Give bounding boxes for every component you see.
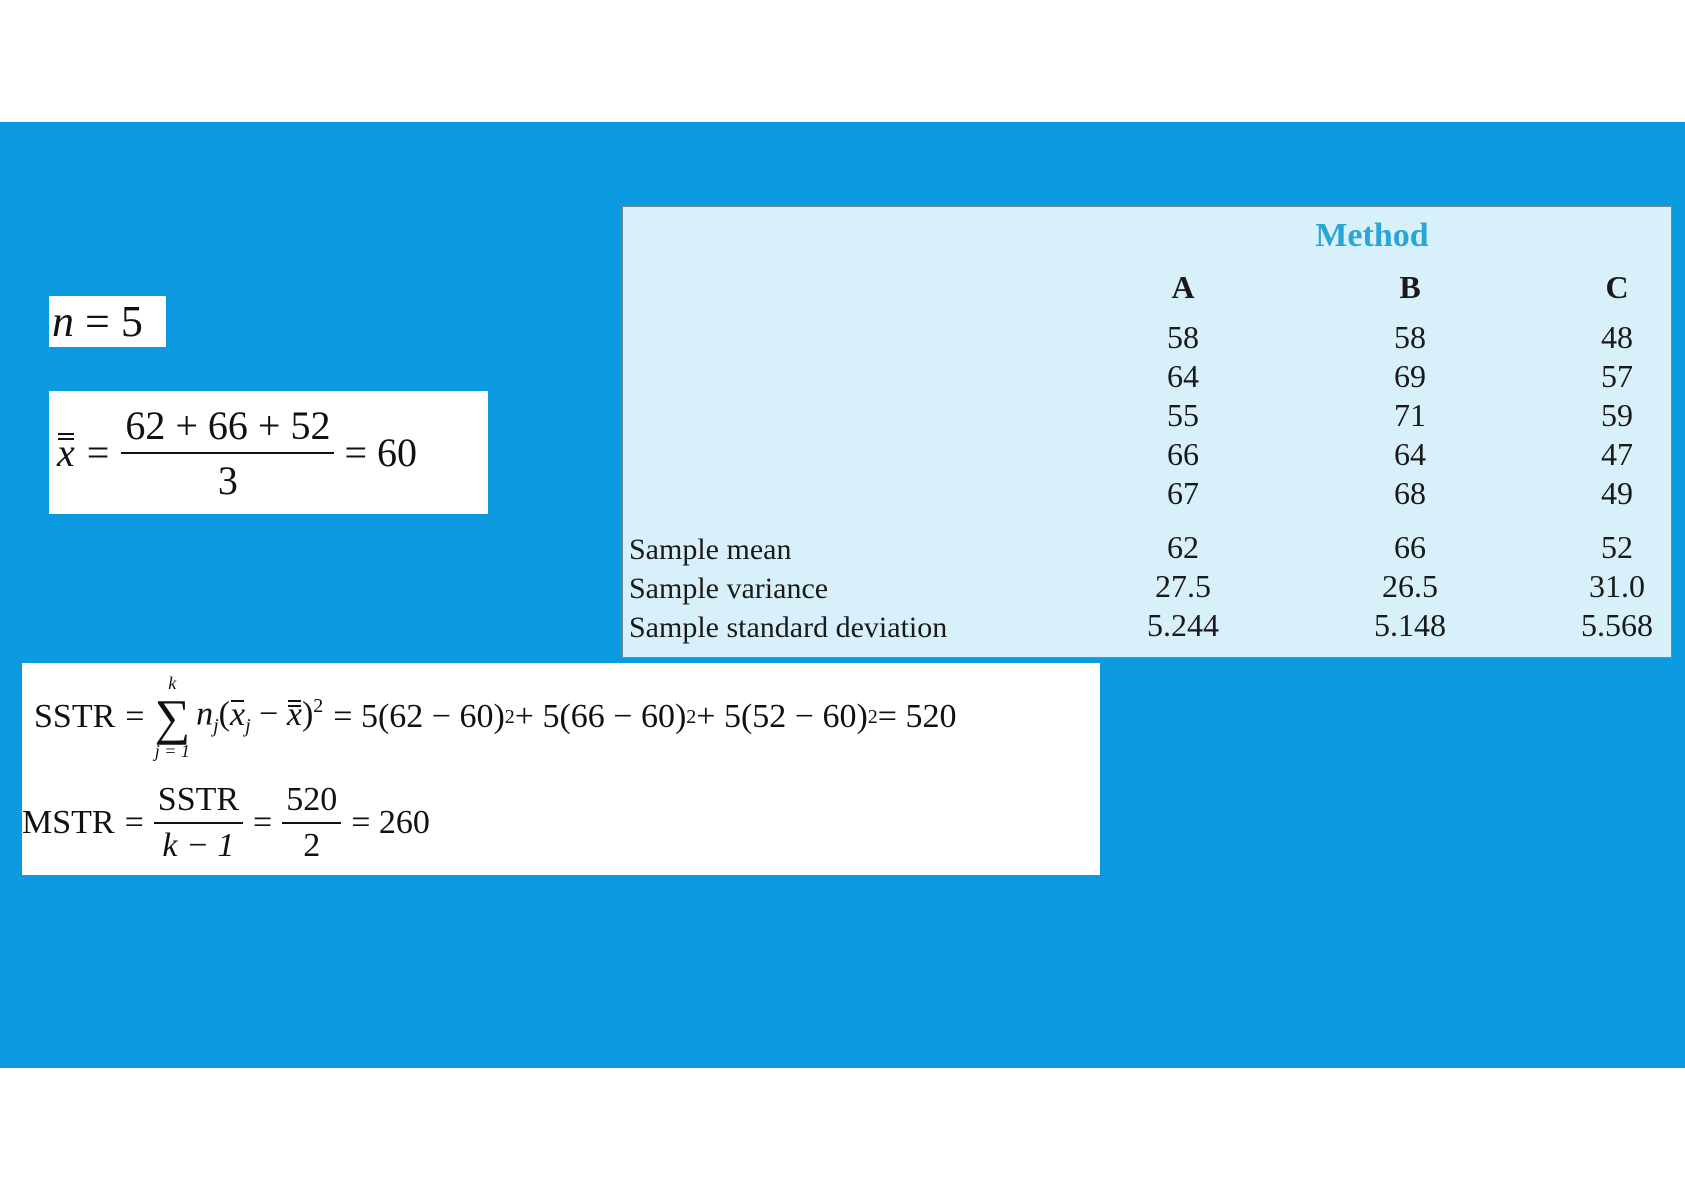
grand-mean-symbol: x [57, 430, 75, 475]
table-cell: 47 [1601, 436, 1633, 472]
mstr-fraction-2 [282, 781, 341, 865]
sstr-mstr-equations [22, 663, 1100, 875]
table-cell: 58 [1167, 319, 1199, 355]
table-cell: 67 [1167, 475, 1199, 511]
n-symbol: n [52, 297, 74, 346]
grand-mean-numerator: 62 + 66 + 52 [125, 402, 331, 448]
table-cell-mean: 52 [1601, 529, 1633, 565]
grand-mean-fraction [121, 402, 334, 504]
sum-lower-limit: j = 1 [154, 741, 190, 761]
mstr-label: MSTR [22, 804, 115, 841]
method-data-table [622, 206, 1672, 658]
footer-strip [0, 1186, 1685, 1192]
mstr-fraction-1 [154, 781, 243, 865]
column-header-a: A [1171, 269, 1195, 305]
mstr-denominator-2: 2 [303, 827, 321, 864]
n-value: 5 [120, 297, 143, 346]
table-cell-variance: 27.5 [1155, 568, 1211, 604]
table-cell: 69 [1394, 358, 1426, 394]
summation-symbol: k ∑ j = 1 [154, 673, 191, 761]
sstr-result: = 520 [877, 698, 957, 735]
sstr-term-1: = 5(62 − 60) [333, 698, 505, 735]
grand-mean-equation: x = $\frac{62 + 66 + 52}{3}$ = 60 [49, 391, 488, 514]
mstr-numerator-1: SSTR [157, 781, 240, 818]
table-cell: 64 [1394, 436, 1426, 472]
table-title: Method [1315, 217, 1429, 254]
sstr-equation: SSTR = k ∑ j = 1 $n_j(x_j - x)^2$ = 5(62 − 60) 2 + 5(66 − 60) 2 + 5(52 − 60) 2 = 520 [34, 673, 957, 761]
sum-upper-limit: k [168, 673, 177, 693]
table-cell-sd: 5.568 [1581, 607, 1653, 643]
table-cell-variance: 31.0 [1589, 568, 1645, 604]
mstr-equation: MSTR = $\frac{\text{SSTR}}{k - 1}$ = $\frac{520}{2}$ = 260 [22, 781, 430, 864]
mstr-result: = 260 [351, 804, 430, 841]
equals-sign: = [85, 297, 110, 346]
column-b [1350, 269, 1470, 646]
mstr-numerator-2: 520 [286, 781, 338, 818]
sstr-label: SSTR [34, 698, 116, 735]
row-label-sample-variance: Sample variance [629, 572, 829, 605]
sstr-term-2: + 5(66 − 60) [514, 698, 687, 735]
table-cell: 59 [1601, 397, 1633, 433]
row-label-sample-sd: Sample standard deviation [629, 611, 948, 644]
column-c [1557, 269, 1677, 646]
table-cell: 57 [1601, 358, 1633, 394]
row-label-sample-mean: Sample mean [629, 533, 792, 566]
column-a [1123, 269, 1243, 646]
table-cell: 48 [1601, 319, 1633, 355]
table-cell: 64 [1167, 358, 1199, 394]
column-header-c: C [1605, 269, 1629, 305]
table-cell: 49 [1601, 475, 1633, 511]
sample-size-equation [49, 296, 166, 347]
sstr-term-3: + 5(52 − 60) [696, 698, 868, 735]
grand-mean-result: = 60 [344, 430, 418, 475]
table-cell: 55 [1167, 397, 1199, 433]
table-cell-mean: 66 [1394, 529, 1426, 565]
column-header-b: B [1399, 269, 1421, 305]
table-cell: 71 [1394, 397, 1426, 433]
grand-mean-denominator: 3 [217, 457, 238, 503]
table-cell: 58 [1394, 319, 1426, 355]
table-cell: 68 [1394, 475, 1426, 511]
table-cell-mean: 62 [1167, 529, 1199, 565]
table-cell-sd: 5.148 [1374, 607, 1446, 643]
table-cell-sd: 5.244 [1147, 607, 1219, 643]
table-cell-variance: 26.5 [1382, 568, 1438, 604]
table-cell: 66 [1167, 436, 1199, 472]
mstr-denominator-1: k − 1 [162, 827, 235, 864]
